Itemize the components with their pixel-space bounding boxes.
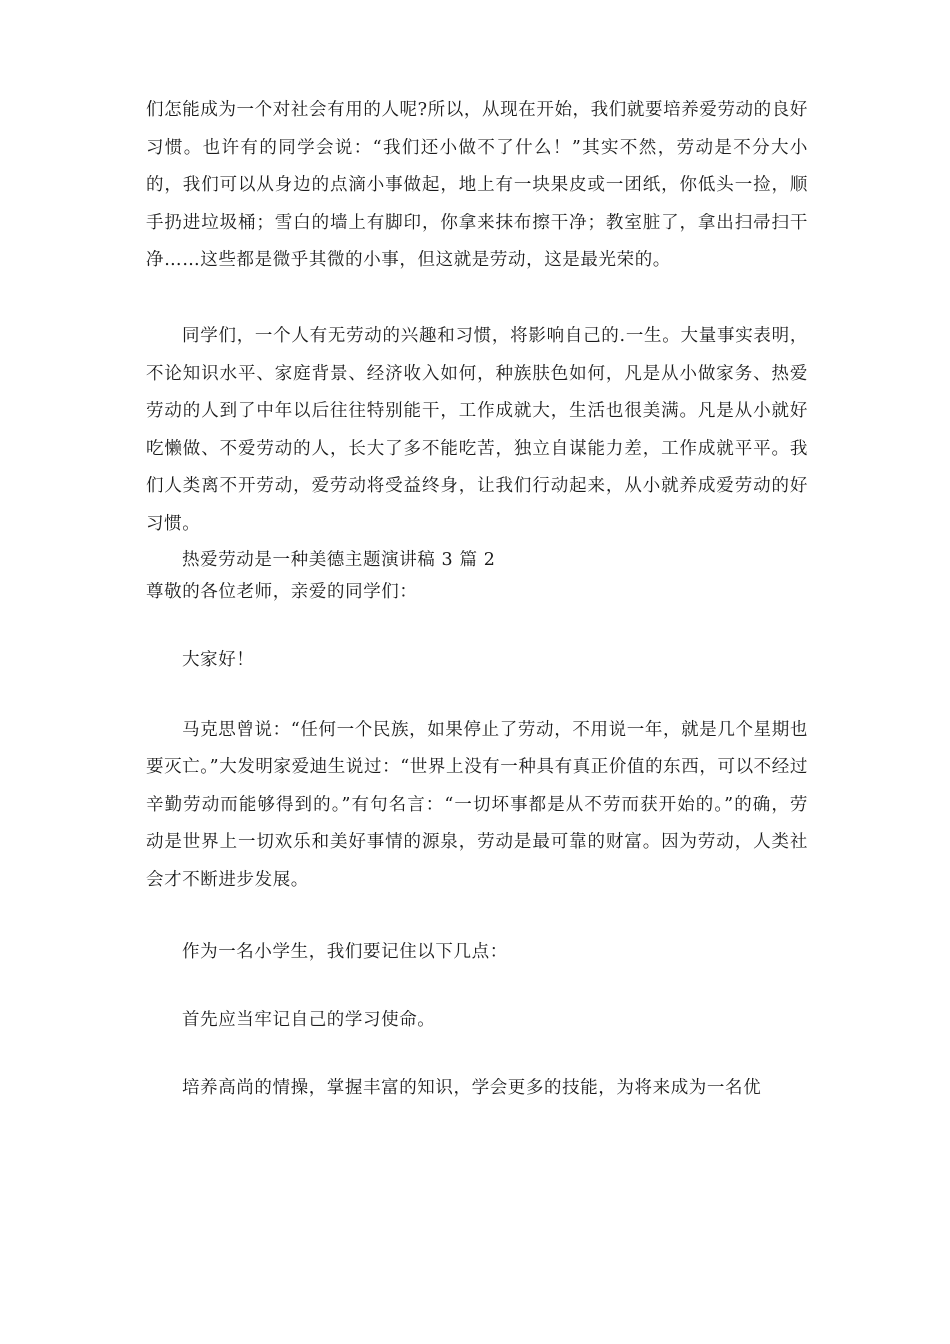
greeting: 大家好！ [182, 649, 255, 670]
paragraph-quotes: 马克思曾说：“任何一个民族，如果停止了劳动，不用说一年，就是几个星期也要灭亡。”大发明家爱迪生说过：“世界上没有一种具有真正价值的东西，可以不经过辛勤劳动而能够得到的。”有句名言：“一切坏事都是从不劳而获开始的。”的确，劳动是世界上一切欢乐和美好事情的源泉，劳动是最可靠的财富。因为劳动，人类社会才不断进步发展。 [146, 719, 808, 890]
paragraph-points-intro: 作为一名小学生，我们要记住以下几点： [182, 941, 508, 962]
paragraph-first-point: 首先应当牢记自己的学习使命。 [182, 1009, 436, 1030]
paragraph-labor-habit: 们怎能成为一个对社会有用的人呢?所以，从现在开始，我们就要培养爱劳动的良好习惯。也许有的同学会说：“我们还小做不了什么！”其实不然，劳动是不分大小的，我们可以从身边的点滴小事做起，地上有一块果皮或一团纸，你低头一捡，顺手扔进垃圾桶；雪白的墙上有脚印，你拿来抹布擦干净；教室脏了，拿出扫帚扫干净……这些都是微乎其微的小事，但这就是劳动，这是最光荣的。 [146, 100, 808, 271]
paragraph-lifelong-impact: 同学们，一个人有无劳动的兴趣和习惯，将影响自己的.一生。大量事实表明，不论知识水平、家庭背景、经济收入如何，种族肤色如何，凡是从小做家务、热爱劳动的人到了中年以后往往特别能干，工作成就大，生活也很美满。凡是从小就好吃懒做、不爱劳动的人，长大了多不能吃苦，独立自谋能力差，工作成就平平。我们人类离不开劳动，爱劳动将受益终身，让我们行动起来，从小就养成爱劳动的好习惯。 [146, 325, 808, 534]
section-heading: 热爱劳动是一种美德主题演讲稿 3 篇 2 [182, 549, 496, 570]
paragraph-cultivate: 培养高尚的情操，掌握丰富的知识，学会更多的技能，为将来成为一名优 [182, 1077, 762, 1098]
salutation: 尊敬的各位老师，亲爱的同学们： [146, 581, 418, 602]
document-page [146, 92, 808, 1104]
